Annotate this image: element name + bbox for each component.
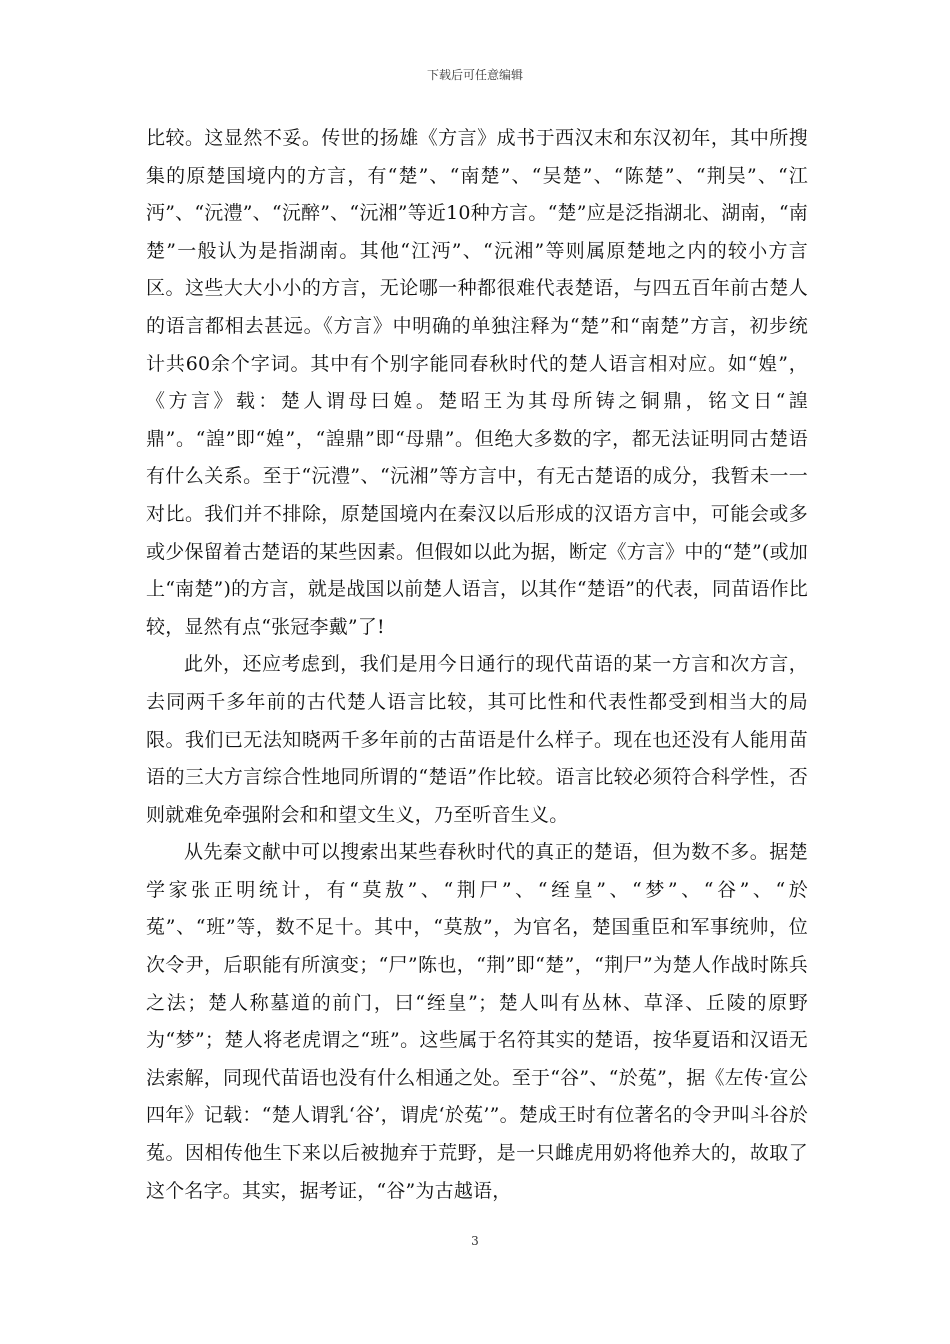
page-number: 3 <box>471 1234 479 1248</box>
body-text <box>146 120 808 1210</box>
paragraph-1: 比较。这显然不妥。传世的扬雄《方言》成书于西汉末和东汉初年，其中所搜集的原楚国境内的方言，有“楚”、“南楚”、“吴楚”、“陈楚”、“荆吴”、“江沔”、“沅澧”、“沅醉”、“沅湘”等近10种方言。“楚”应是泛指湖北、湖南，“南楚”一般认为是指湖南。其他“江沔”、“沅湘”等则属原楚地之内的较小方言区。这些大大小小的方言，无论哪一种都很难代表楚语，与四五百年前古楚人的语言都相去甚远。《方言》中明确的单独注释为“楚”和“南楚”方言，初步统计共60余个字词。其中有个别字能同春秋时代的楚人语言相对应。如“媓”，《方言》载：楚人谓母曰媓。楚昭王为其母所铸之铜鼎，铭文日“諻鼎”。“諻”即“媓”，“諻鼎”即“母鼎”。但绝大多数的字，都无法证明同古楚语有什么关系。至于“沅澧”、“沅湘”等方言中，有无古楚语的成分，我暂未一一对比。我们并不排除，原楚国境内在秦汉以后形成的汉语方言中，可能会或多或少保留着古楚语的某些因素。但假如以此为据，断定《方言》中的“楚”(或加上“南楚”)的方言，就是战国以前楚人语言，以其作“楚语”的代表，同苗语作比较，显然有点“张冠李戴”了! <box>146 127 808 638</box>
paragraph-2: 此外，还应考虑到，我们是用今日通行的现代苗语的某一方言和次方言，去同两千多年前的古代楚人语言比较，其可比性和代表性都受到相当大的局限。我们已无法知晓两千多年前的古苗语是什么样子。现在也还没有人能用苗语的三大方言综合性地同所谓的“楚语”作比较。语言比较必须符合科学性，否则就难免牵强附会和和望文生义，乃至听音生义。 <box>146 653 808 826</box>
page-header: 下载后可任意编辑 <box>426 68 523 82</box>
paragraph-3: 从先秦文献中可以搜索出某些春秋时代的真正的楚语，但为数不多。据楚学家张正明统计，有“莫敖”、“荆尸”、“绖皇”、“梦”、“谷”、“於菟”、“班”等，数不足十。其中，“莫敖”，为官名，楚国重臣和军事统帅，位次令尹，后职能有所演变；“尸”陈也，“荆”即“楚”，“荆尸”为楚人作战时陈兵之法；楚人称墓道的前门，曰“绖皇”；楚人叫有丛林、草泽、丘陵的原野为“梦”；楚人将老虎谓之“班”。这些属于名符其实的楚语，按华夏语和汉语无法索解，同现代苗语也没有什么相通之处。至于“谷”、“於菟”，据《左传·宣公四年》记载：“楚人谓乳‘谷’，谓虎‘於菟’”。楚成王时有位著名的令尹叫斗谷於菟。因相传他生下来以后被抛弃于荒野，是一只雌虎用奶将他养大的，故取了这个名字。其实，据考证，“谷”为古越语， <box>146 841 808 1202</box>
